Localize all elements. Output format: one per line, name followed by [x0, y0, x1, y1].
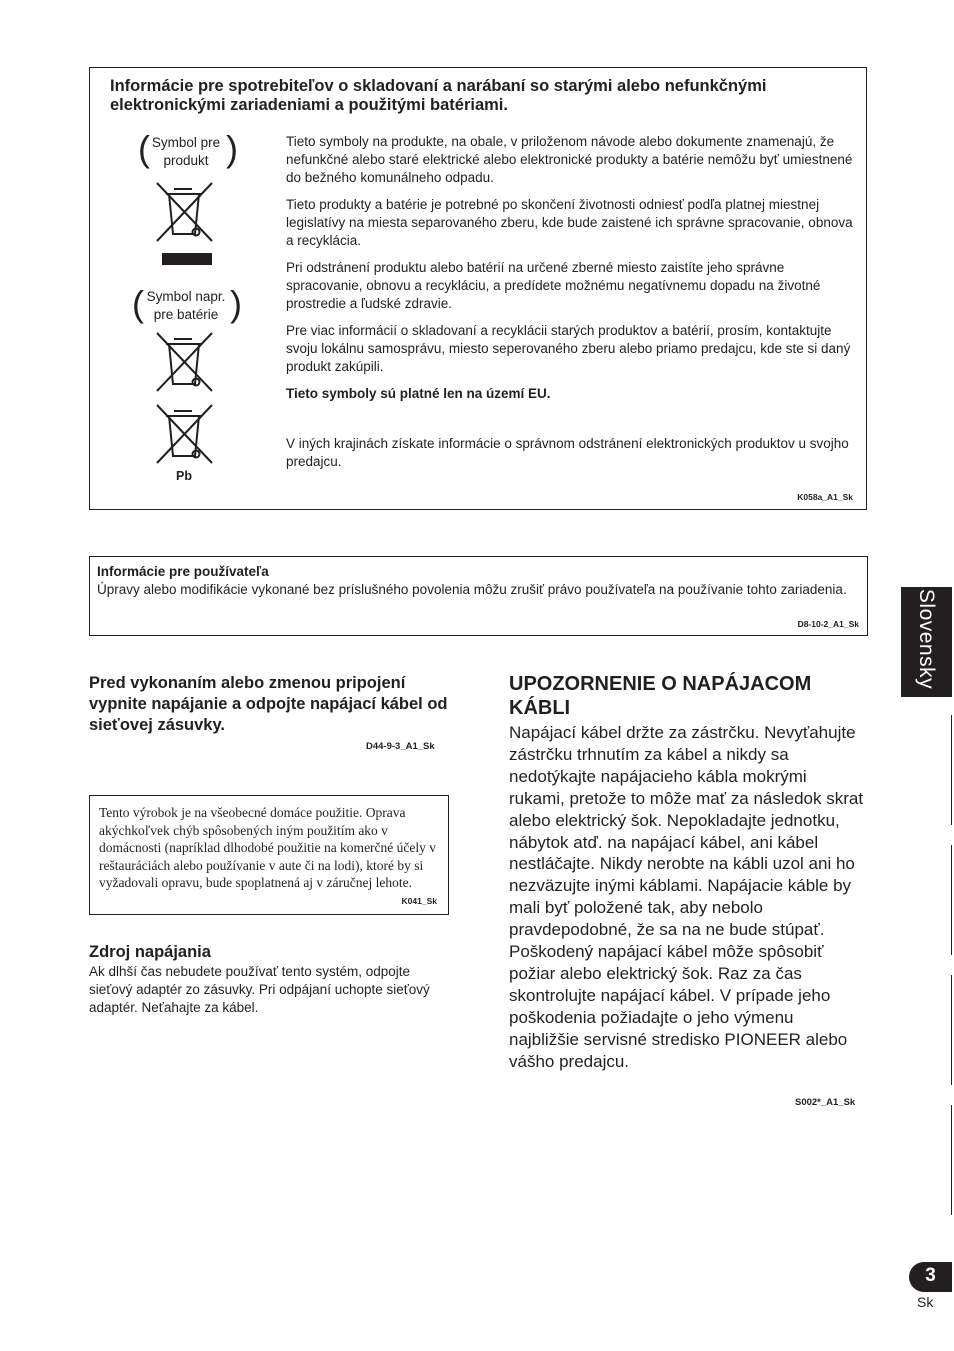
weee-title: Informácie pre spotrebiteľov o skladovaní a narábaní so starými alebo nefunkčnými elektronickými zariadeniami a použitými batériami. — [110, 77, 767, 114]
symbol-product-label: Symbol pre produkt — [151, 135, 221, 168]
page-number: 3 — [925, 1265, 936, 1286]
crossed-out-wheelie-bin-icon — [154, 402, 216, 466]
user-info-box — [89, 556, 868, 636]
crossed-out-wheelie-bin-icon — [154, 330, 216, 394]
left-paren: ( — [132, 283, 144, 324]
warning-code: D44-9-3_A1_Sk — [366, 741, 435, 752]
eu-note: Tieto symboly sú platné len na území EU. — [286, 386, 551, 401]
page-language-code: Sk — [917, 1294, 934, 1310]
user-info-code: D8-10-2_A1_Sk — [797, 619, 859, 629]
power-supply-text: Ak dlhší čas nebudete používať tento systém, odpojte sieťový adaptér zo zásuvky. Pri odpájaní uchopte sieťový adaptér. Neťahajte za kábel. — [89, 964, 430, 1015]
page-edge-line — [951, 1105, 952, 1215]
right-paren: ) — [226, 128, 238, 169]
weee-info-box — [89, 67, 867, 510]
separate-collection-bar — [162, 253, 212, 265]
power-cord-heading: UPOZORNENIE O NAPÁJACOM KÁBLI — [509, 673, 812, 719]
crossed-out-wheelie-bin-icon — [154, 180, 216, 244]
page-number-badge — [909, 1262, 952, 1292]
other-countries-note: V iných krajinách získate informácie o správnom odstránení elektronických produktov u svojho predajcu. — [286, 436, 849, 469]
battery-chemical-mark: Pb — [176, 469, 192, 483]
weee-paragraph: Tieto symboly na produkte, na obale, v priloženom návode alebo dokumente znamenajú, že nefunkčné alebo staré elektrické alebo elektronické produkty a batérie nemôžu byť umiestnené do bežného komunálneho odpadu. — [286, 134, 853, 185]
weee-paragraph: Pri odstránení produktu alebo batérií na určené zberné miesto zaistíte jeho správne spracovanie, obnovu a recykláciu, a predídete možnému negatívnemu dopadu na životné prostredie a ľudské zdravie. — [286, 260, 821, 311]
repair-notice-box — [89, 795, 449, 915]
page-edge-line — [951, 975, 952, 1085]
symbol-battery-label: Symbol napr. pre batérie — [146, 289, 226, 322]
page-edge-line — [951, 845, 952, 955]
repair-code: K041_Sk — [401, 896, 437, 906]
power-cord-code: S002*_A1_Sk — [795, 1097, 856, 1108]
user-info-text: Úpravy alebo modifikácie vykonané bez príslušného povolenia môžu zrušiť právo používateľa na používanie tohto zariadenia. — [97, 582, 847, 597]
right-paren: ) — [230, 283, 242, 324]
repair-notice-text: Tento výrobok je na všeobecné domáce použitie. Oprava akýchkoľvek chýb spôsobených iným použitím ako v domácnosti (napríklad dlhodobé použitie na komerčné účely v reštauráciách alebo používanie v aute či na lodi), ktoré by si vyžadovali opravu, bude spoplatnená aj v záručnej lehote. — [99, 805, 437, 890]
weee-text — [286, 133, 856, 480]
power-supply-heading: Zdroj napájania — [89, 943, 211, 961]
language-tab — [901, 587, 952, 697]
left-paren: ( — [138, 128, 150, 169]
page-edge-line — [951, 715, 952, 825]
language-tab-label: Slovensky — [915, 588, 938, 690]
user-info-title: Informácie pre používateľa — [97, 564, 269, 579]
weee-paragraph: Pre viac informácií o skladovaní a recyklácii starých produktov a batérií, prosím, kontaktujte svoju lokálnu samosprávu, miesto seperovaného zberu alebo priamo predajcu, kde ste si daný produkt zakúpili. — [286, 323, 851, 374]
power-cord-text: Napájací kábel držte za zástrčku. Nevyťahujte zástrčku trhnutím za kábel a nikdy sa nedotýkajte napájacieho kábla mokrými rukami, pretože to môže mať za následok skrat alebo elektrický šok. Nepokladajte jednotku, nábytok atď. na napájací kábel, ani kábel nestláčajte. Nikdy nerobte na kábli uzol ani ho nezväzujte inými káblami. Napájacie káble by mali byť položené tak, aby nebolo pravdepodobné, že sa na ne bude stúpať. Poškodený napájací kábel môže spôsobiť požiar alebo elektrický šok. Raz za čas skontrolujte napájací kábel. V prípade jeho poškodenia požiadajte o jeho výmenu najbližšie servisné stredisko PIONEER alebo vášho predajcu. — [509, 723, 864, 1071]
weee-paragraph: Tieto produkty a batérie je potrebné po skončení životnosti odniesť podľa platnej miestnej legislatívy na miesta separovaného zberu, kde bude zaistené ich správne spracovanie, obnova a recyklácia. — [286, 197, 853, 248]
weee-code: K058a_A1_Sk — [797, 492, 853, 502]
disconnect-warning-heading: Pred vykonaním alebo zmenou pripojení vypnite napájanie a odpojte napájací kábel od sieťovej zásuvky. — [89, 674, 448, 734]
